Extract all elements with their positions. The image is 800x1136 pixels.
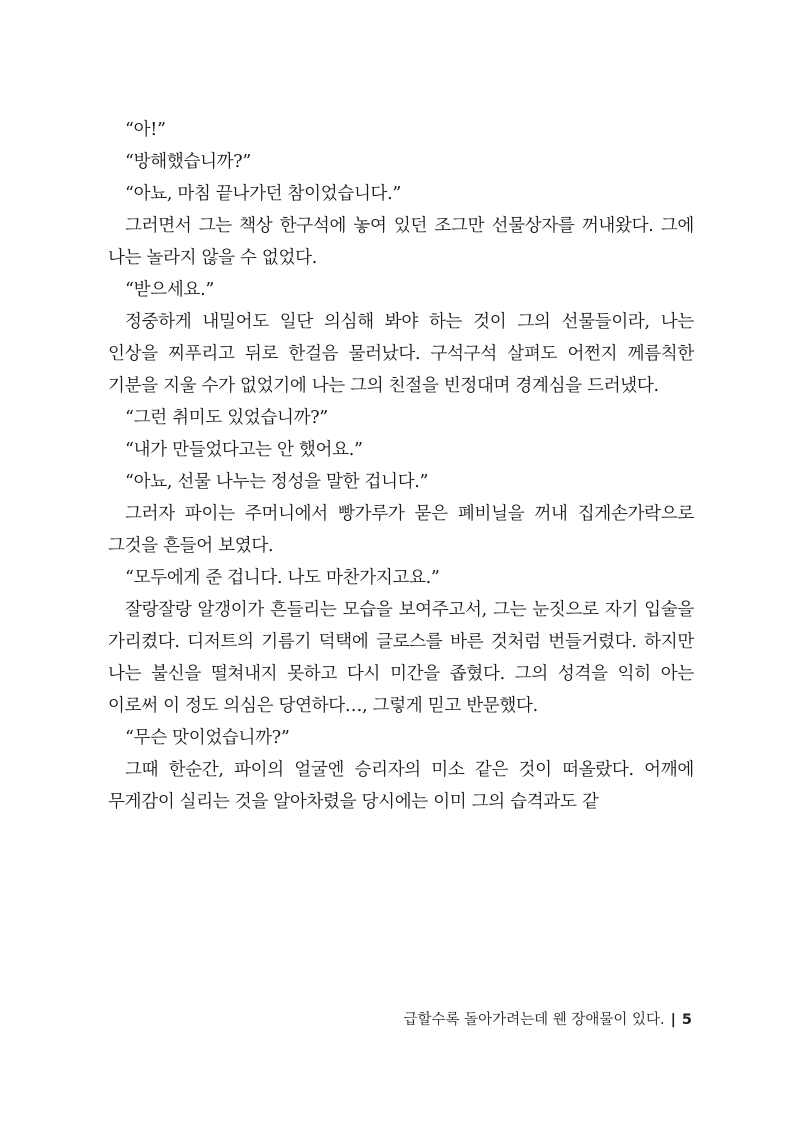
- paragraph: “아뇨, 선물 나누는 정성을 말한 겁니다.”: [125, 472, 429, 492]
- page-body: [108, 114, 694, 818]
- paragraph: “받으세요.”: [125, 280, 214, 300]
- paragraph: “모두에게 준 겁니다. 나도 마찬가지고요.”: [125, 568, 440, 588]
- paragraph: “아!”: [125, 120, 166, 140]
- paragraph: 잘랑잘랑 알갱이가 흔들리는 모습을 보여주고서, 그는 눈짓으로 자기 입술을 가리켰다. 디저트의 기름기 덕택에 글로스를 바른 것처럼 번들거렸다. 하지만 나는 불신을 떨쳐내지 못하고 다시 미간을 좁혔다. 그의 성격을 익히 아는 이로써 이 정도 의심은 당연하다…, 그렇게 믿고 반문했다.: [108, 600, 694, 716]
- paragraph: 그러면서 그는 책상 한구석에 놓여 있던 조그만 선물상자를 꺼내왔다. 그에 나는 놀라지 않을 수 없었다.: [108, 216, 694, 268]
- paragraph: 그때 한순간, 파이의 얼굴엔 승리자의 미소 같은 것이 떠올랐다. 어깨에 무게감이 실리는 것을 알아차렸을 당시에는 이미 그의 습격과도 같: [108, 760, 694, 812]
- page-number: 5: [681, 1012, 692, 1028]
- paragraph: 정중하게 내밀어도 일단 의심해 봐야 하는 것이 그의 선물들이라, 나는 인상을 찌푸리고 뒤로 한걸음 물러났다. 구석구석 살펴도 어쩐지 께름칙한 기분을 지울 수가 없었기에 나는 그의 친절을 빈정대며 경계심을 드러냈다.: [108, 312, 694, 396]
- paragraph: 그러자 파이는 주머니에서 빵가루가 묻은 폐비닐을 꺼내 집게손가락으로 그것을 흔들어 보였다.: [108, 504, 694, 556]
- footer-separator: |: [670, 1012, 676, 1028]
- paragraph: “아뇨, 마침 끝나가던 참이었습니다.”: [125, 184, 402, 204]
- paragraph: “방해했습니까?”: [125, 152, 252, 172]
- paragraph: “그런 취미도 있었습니까?”: [125, 408, 328, 428]
- running-title: 급할수록 돌아가려는데 웬 장애물이 있다.: [403, 1012, 665, 1028]
- paragraph: “내가 만들었다고는 안 했어요.”: [125, 440, 363, 460]
- page-footer: [403, 1008, 692, 1029]
- paragraph: “무슨 맛이었습니까?”: [125, 728, 290, 748]
